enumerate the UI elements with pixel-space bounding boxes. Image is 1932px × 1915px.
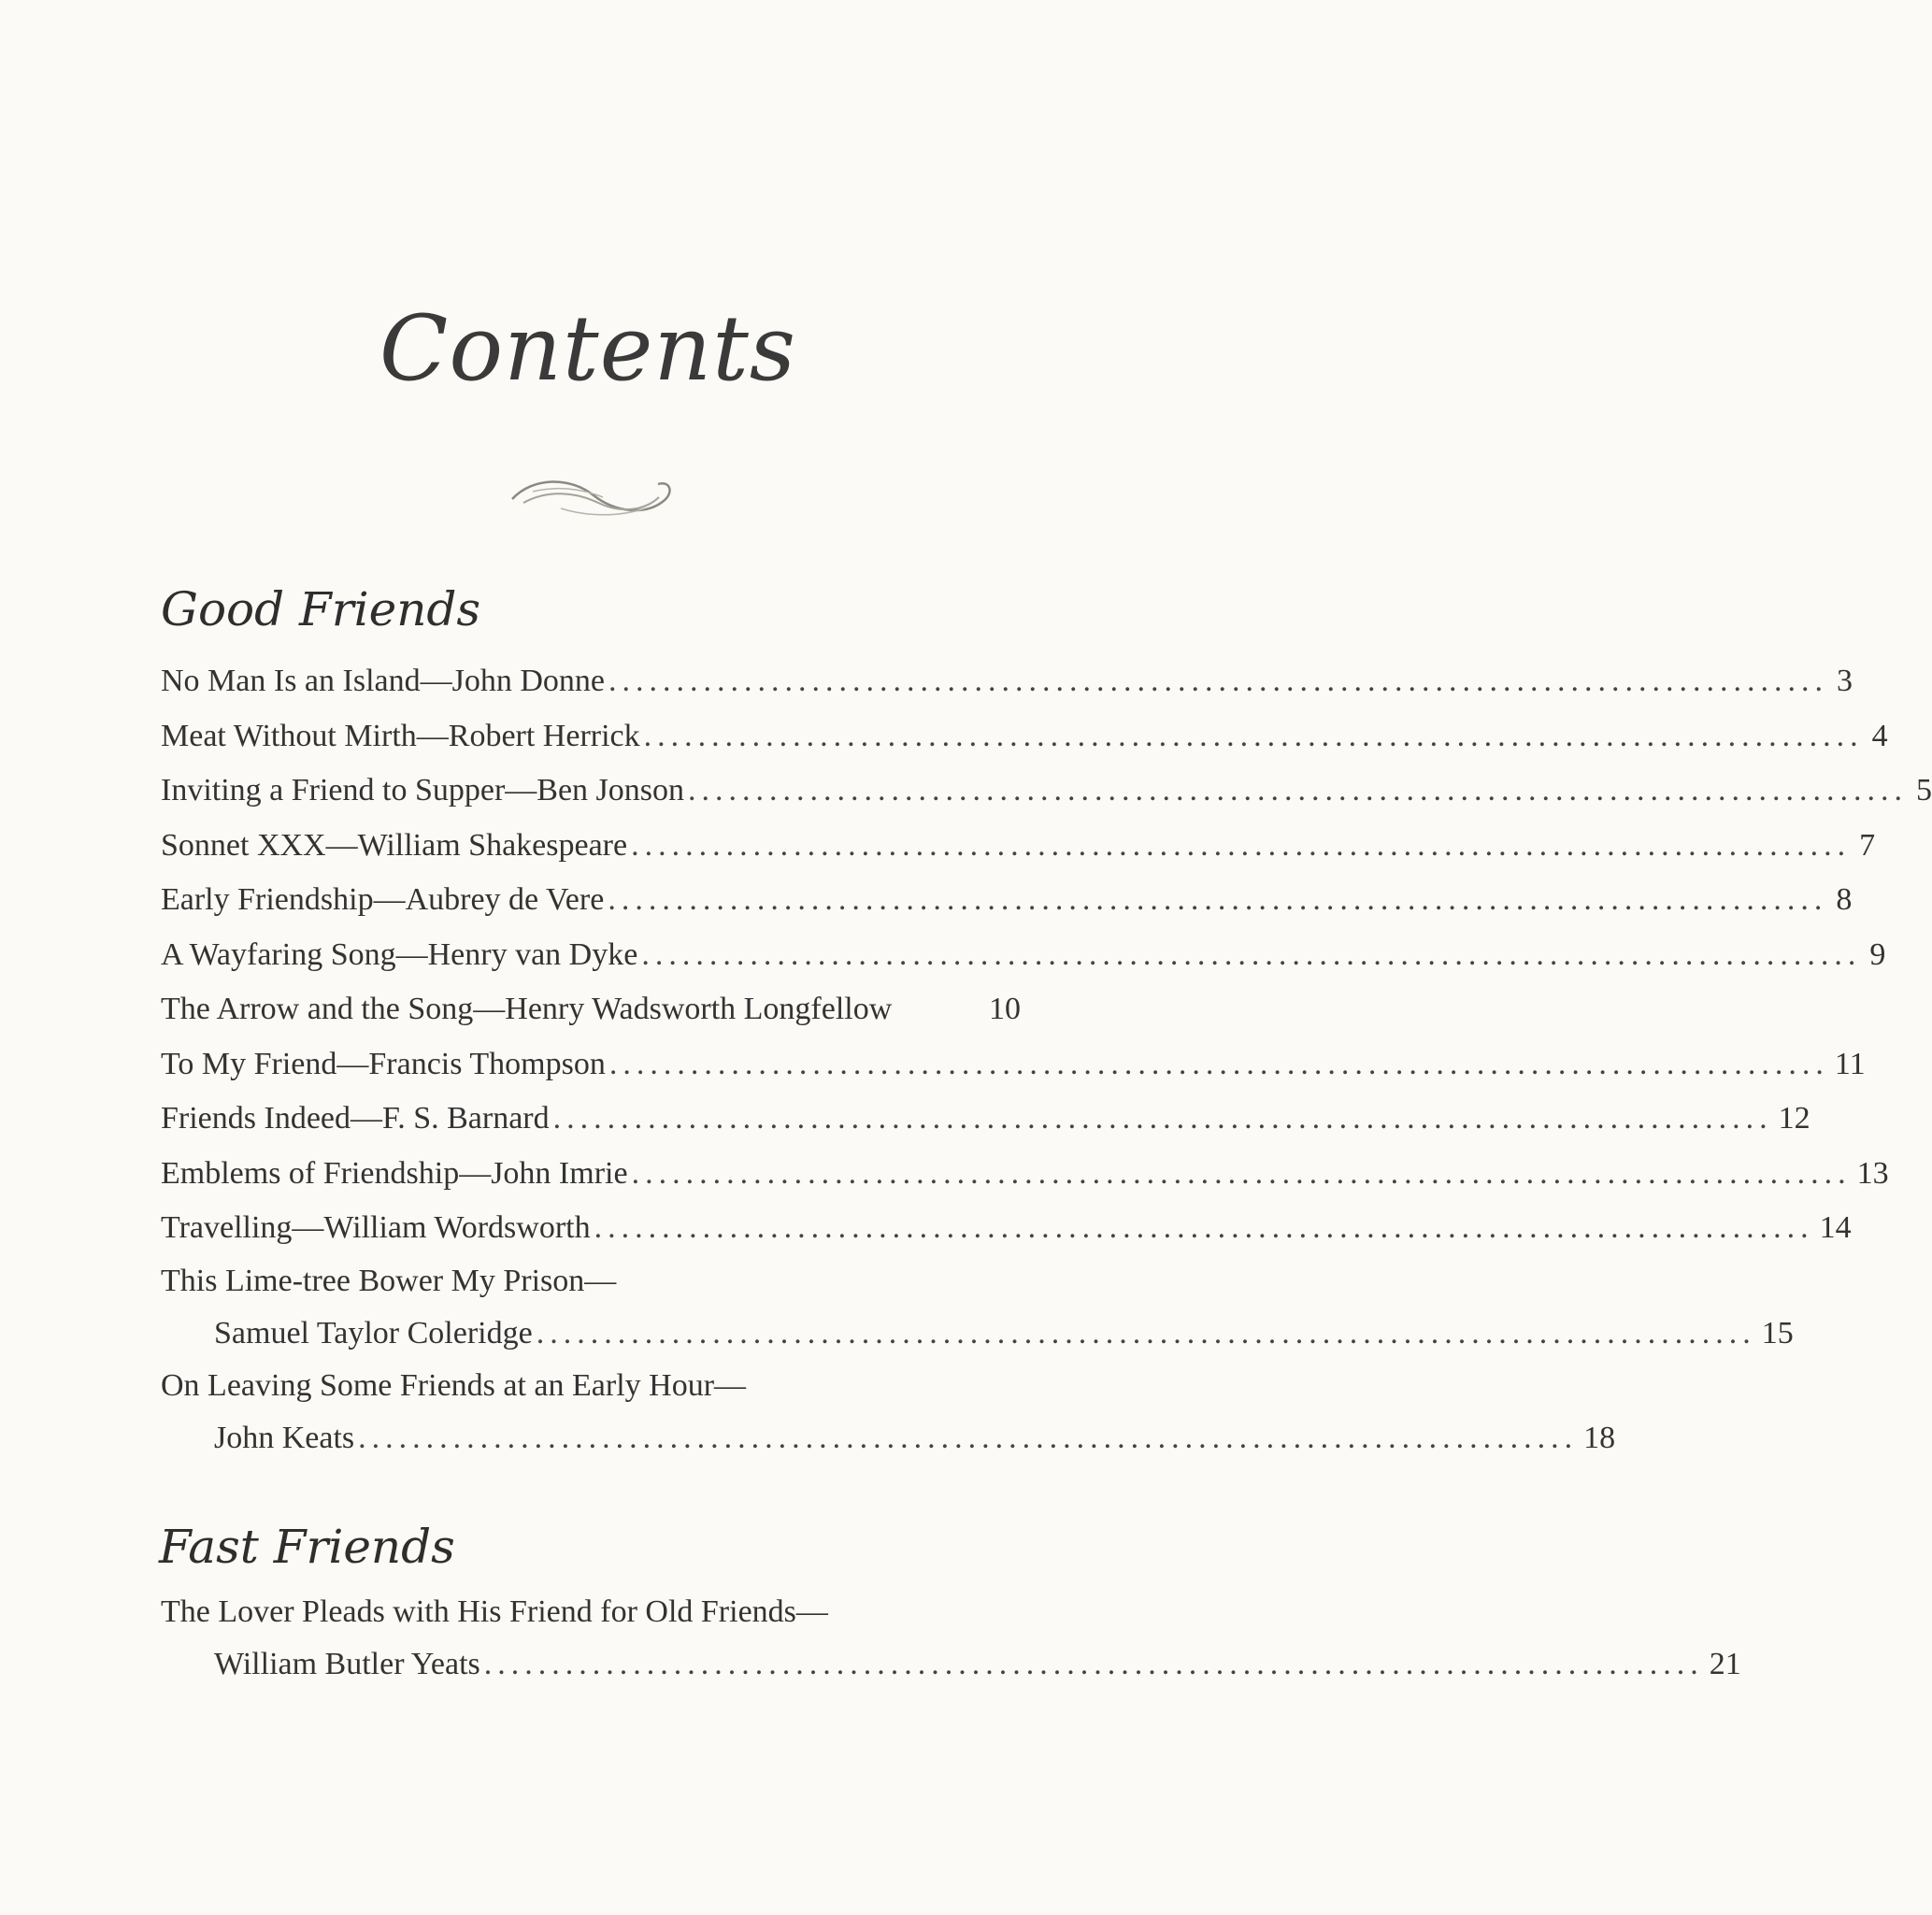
dot-leader: .......................................................................................... [608,1046,1829,1081]
entry-page: 11 [1834,1046,1866,1081]
entry-page: 15 [1761,1315,1794,1351]
toc-entry [161,1147,1889,1202]
toc-entry [161,982,1021,1037]
entry-author: Samuel Taylor Coleridge [214,1315,533,1351]
entry-page: 3 [1837,664,1853,698]
toc-good-friends [161,654,1932,1465]
entry-title: Travelling—William Wordsworth [161,1210,591,1245]
toc-fast-friends [161,1587,1741,1692]
entry-title: This Lime-tree Bower My Prison— [161,1263,617,1298]
toc-entry [161,1256,1794,1361]
entry-title: Emblems of Friendship—John Imrie [161,1155,628,1191]
entry-page: 10 [989,992,1021,1026]
dot-leader: .......................................................................................... [643,718,1864,753]
entry-page: 7 [1859,827,1876,863]
dot-leader: .......................................................................................... [631,827,1852,863]
entry-title: Friends Indeed—F. S. Barnard [161,1101,550,1136]
entry-page: 8 [1836,882,1853,917]
dot-leader: .......................................................................................... [641,936,1862,972]
toc-entry [161,1587,1741,1692]
section-heading-good-friends: Good Friends [161,582,481,636]
entry-title: Early Friendship—Aubrey de Vere [161,882,605,917]
entry-title: Inviting a Friend to Supper—Ben Jonson [161,773,685,807]
toc-entry [161,1361,1616,1465]
entry-title: The Lover Pleads with His Friend for Old Friends— [161,1594,828,1629]
dot-leader: .......................................................................................... [631,1155,1852,1191]
dot-leader: .......................................................................................... [608,882,1828,917]
entry-title: To My Friend—Francis Thompson [161,1046,606,1081]
toc-entry [161,709,1888,765]
toc-entry [161,654,1853,709]
page-title: Contents [379,296,797,401]
dot-leader: .......................................................................................... [358,1420,1579,1455]
flourish-ornament-icon [505,464,682,529]
toc-entry [161,928,1886,983]
entry-page: 18 [1583,1420,1616,1455]
toc-entry [161,764,1932,819]
entry-title: Meat Without Mirth—Robert Herrick [161,718,640,753]
toc-entry [161,1092,1810,1147]
toc-entry [161,1037,1866,1093]
entry-author: John Keats [214,1420,355,1455]
dot-leader: .......................................................................................... [594,1210,1814,1245]
entry-author: William Butler Yeats [214,1647,480,1681]
entry-page: 5 [1916,773,1932,807]
entry-title: Sonnet XXX—William Shakespeare [161,827,628,863]
entry-page: 4 [1871,718,1888,753]
dot-leader: .......................................................................................... [536,1315,1756,1351]
entry-page: 21 [1709,1647,1741,1681]
entry-page: 9 [1869,936,1886,972]
section-heading-fast-friends: Fast Friends [159,1520,455,1574]
dot-leader: .......................................................................................... [483,1647,1704,1681]
entry-title: No Man Is an Island—John Donne [161,664,605,698]
dot-leader: .......................................................................................... [688,773,1909,807]
toc-entry [161,873,1853,928]
entry-title: On Leaving Some Friends at an Early Hour— [161,1367,747,1403]
entry-title: A Wayfaring Song—Henry van Dyke [161,936,638,972]
dot-leader: .......................................................................................... [552,1101,1773,1136]
entry-page: 12 [1778,1101,1810,1136]
entry-page: 13 [1856,1155,1889,1191]
dot-leader: .......................................................................................... [608,664,1828,698]
entry-title: The Arrow and the Song—Henry Wadsworth Longfellow [161,992,893,1026]
toc-entry [161,1201,1852,1256]
entry-page: 14 [1819,1210,1852,1245]
toc-entry [161,819,1876,874]
